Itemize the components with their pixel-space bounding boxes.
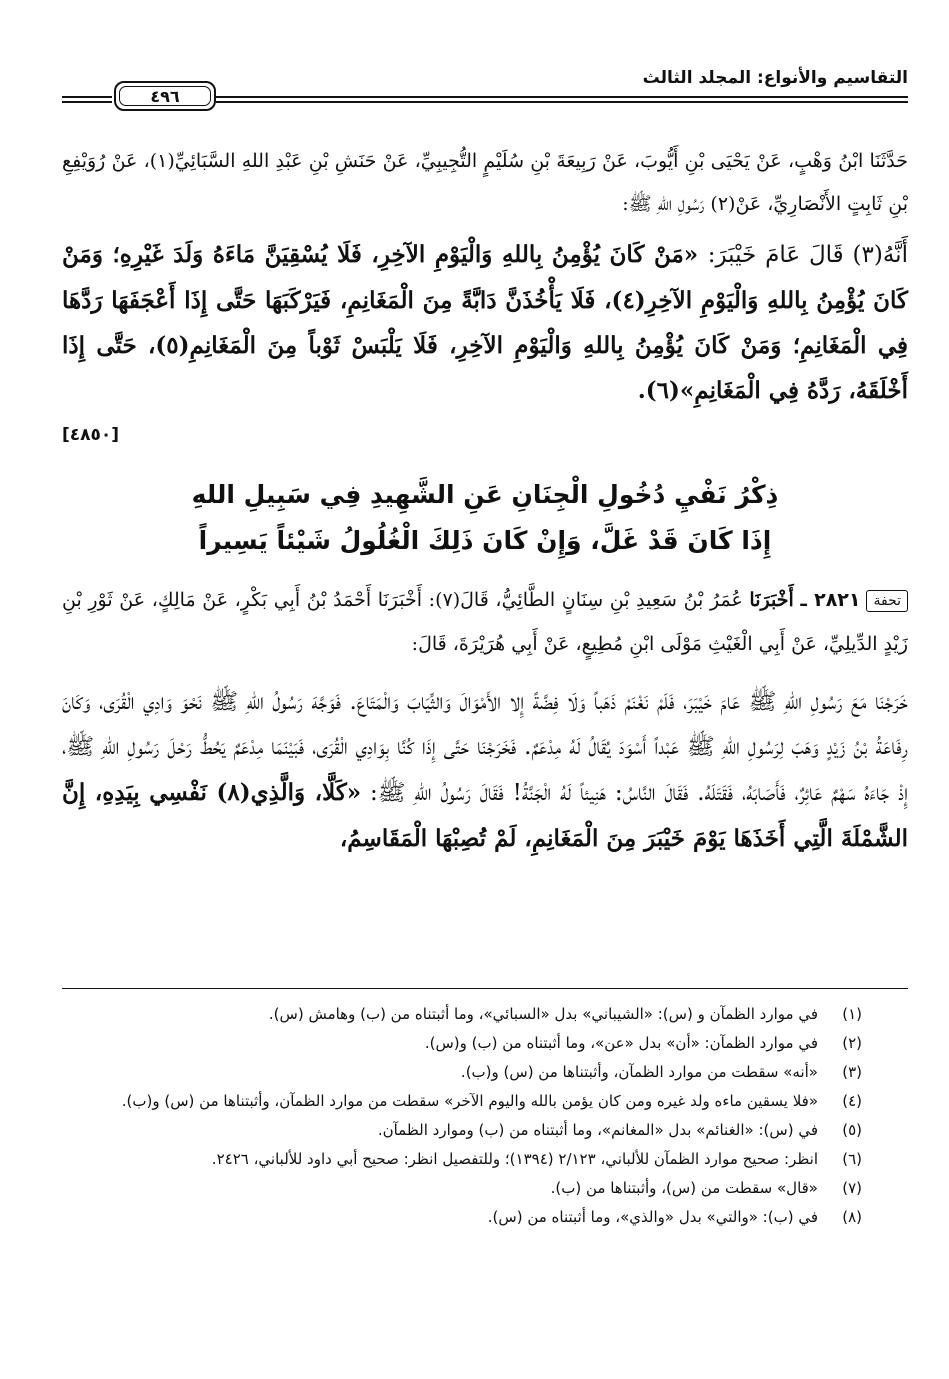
header-rule <box>216 101 908 103</box>
footnote-number: (٣) <box>842 1063 862 1081</box>
footnote <box>62 1087 862 1116</box>
header-rule <box>216 96 908 98</box>
reference-number: [٤٨٥٠] <box>62 425 120 445</box>
footnote <box>62 1145 862 1174</box>
footnote-text: «أنه» سقطت من موارد الظمآن، وأثبتناها من (س) و(ب). <box>460 1063 818 1081</box>
chapter-heading-line-2: إِذَا كَانَ قَدْ غَلَّ، وَإِنْ كَانَ ذَلِكَ الْغُلُولُ شَيْئاً يَسِيراً <box>198 526 772 555</box>
footnote-number: (٤) <box>842 1092 862 1110</box>
footnote-separator <box>62 988 908 989</box>
footnote-number: (٦) <box>842 1150 862 1168</box>
footnote-number: (٨) <box>842 1208 862 1226</box>
footnote-number: (٥) <box>842 1121 862 1139</box>
header-rule-left <box>62 101 112 103</box>
footnote-number: (١) <box>842 1005 862 1023</box>
footnote-text: انظر: صحيح موارد الظمآن للألباني، ٢/١٢٣ (١٣٩٤)؛ وللتفصيل انظر: صحيح أبي داود للألباني، ٢٤٢٦. <box>211 1150 818 1168</box>
footnote-text: في (ب): «والتي» بدل «والذي»، وما أثبتناه من (س). <box>487 1208 818 1226</box>
hadith-body: «مَنْ كَانَ يُؤْمِنُ بِاللهِ وَالْيَوْمِ الآخِرِ، فَلَا يُسْقِيَنَّ مَاءَهُ وَلَدَ غَيْرِهِ؛ وَمَنْ كَانَ يُؤْمِنُ بِاللهِ وَالْيَوْمِ الآخِرِ(٤)، فَلَا يَأْخُذَنَّ دَابَّةً مِنَ الْمَغَانِمِ، فَيَرْكَبَهَا حَتَّى إِذَا أَعْجَفَهَا رَدَّهَا فِي الْمَغَانِمِ؛ وَمَنْ كَانَ يُؤْمِنُ بِاللهِ وَالْيَوْمِ الآخِرِ، فَلَا يَلْبَسْ ثَوْباً مِنَ الْمَغَانِمِ(٥)، حَتَّى إِذَا أَخْلَقَهُ، رَدَّهُ فِي الْمَغَانِمِ»(٦). <box>62 241 909 404</box>
footnote <box>62 1029 862 1058</box>
hadith-isnad <box>62 578 908 666</box>
matn-narration: خَرَجْنَا مَعَ رَسُولِ اللهِ ﷺ عَامَ خَيْبَرَ، فَلَمْ نَغْنَمْ ذَهَباً وَلَا فِضَّةً إِلا الأَمْوَالَ وَالثِّيَابَ وَالْمَتَاعَ. فَوَجَّهَ رَسُولُ اللهِ ﷺ نَحْوَ وَادِي الْقُرَى، وَكَانَ رِفَاعَةُ بْنُ زَيْدٍ وَهَبَ لِرَسُولِ اللهِ ﷺ عَبْداً أَسْوَدَ يُقَالُ لَهُ مِدْعَمٌ. فَخَرَجْنَا حَتَّى إِذَا كُنَّا بِوَادِي الْقُرَى، فَبَيْنَمَا مِدْعَمٌ يَحُطُّ رَحْلَ رَسُولِ اللهِ ﷺ، إِذْ جَاءَهُ سَهْمٌ عَائِرٌ، فَأَصَابَهُ، فَقَتَلَهُ. فَقَالَ النَّاسُ: هَنِيئاً لَهُ الْجَنَّةُ! فَقَالَ رَسُولُ اللهِ ﷺ: <box>62 689 908 806</box>
footnote <box>62 1116 862 1145</box>
footnote-text: «فلا يسقين ماءه ولد غيره ومن كان يؤمن بالله واليوم الآخر» سقطت من موارد الظمآن، وأثبتناها من (س) و(ب). <box>121 1092 818 1110</box>
hadith-matn <box>62 680 908 862</box>
footnote <box>62 1058 862 1087</box>
footnote-text: في موارد الظمآن و (س): «الشيباني» بدل «السبائي»، وما أثبتناه من (ب) وهامش (س). <box>268 1005 818 1023</box>
footnote <box>62 1000 862 1029</box>
chapter-heading-line-1: ذِكْرُ نَفْيِ دُخُولِ الْجِنَانِ عَنِ الشَّهِيدِ فِي سَبِيلِ اللهِ <box>191 480 779 509</box>
footnotes <box>62 1000 862 1232</box>
footnote <box>62 1203 862 1232</box>
page-number-frame <box>114 81 216 111</box>
footnote <box>62 1174 862 1203</box>
prophet-words: «كَلَّا، وَالَّذِي(٨) نَفْسِي بِيَدِهِ، إِنَّ الشَّمْلَةَ الَّتِي أَخَذَهَا يَوْمَ خَيْبَرَ مِنَ الْمَغَانِمِ، لَمْ تُصِبْهَا الْمَقَاسِمُ، <box>62 779 908 852</box>
footnote-text: «قال» سقطت من (س)، وأثبتناها من (ب). <box>550 1179 818 1197</box>
running-title: التقاسيم والأنواع: المجلد الثالث <box>642 68 908 88</box>
footnote-text: في موارد الظمآن: «أن» بدل «عن»، وما أثبتناه من (ب) و(س). <box>424 1034 818 1052</box>
hadith-text <box>62 232 908 413</box>
isnad-text: عُمَرُ بْنُ سَعِيدِ بْنِ سِنَانٍ الطَّائِيُّ، قَالَ(٧): أَخْبَرَنَا أَحْمَدُ بْنُ أَبِي بَكْرٍ، عَنْ مَالِكٍ، عَنْ ثَوْرِ بْنِ زَيْدٍ الدِّيلِيِّ، عَنْ أَبِي الْغَيْثِ مَوْلَى ابْنِ مُطِيعٍ، عَنْ أَبِي هُرَيْرَةَ، قَالَ: <box>62 589 908 655</box>
header-rule-left <box>62 96 112 98</box>
akhbarana-word: أَخْبَرَنَا <box>749 589 794 611</box>
footnote-text: في (س): «الغنائم» بدل «المغانم»، وما أثبتناه من (ب) وموارد الظمآن. <box>377 1121 818 1139</box>
chapter-heading <box>62 472 908 564</box>
tuhfa-mark: تحفة <box>866 590 908 612</box>
footnote-number: (٢) <box>842 1034 862 1052</box>
hadith-number: ٢٨٢١ ـ <box>800 589 861 611</box>
page-header <box>62 66 908 110</box>
hadith-lead: أَنَّهُ(٣) قَالَ عَامَ خَيْبَرَ: <box>707 242 908 268</box>
intro-isnad: حَدَّثَنَا ابْنُ وَهْبٍ، عَنْ يَحْيَى بْنِ أَيُّوبَ، عَنْ رَبِيعَةَ بْنِ سُلَيْمٍ التُّجِيبِيِّ، عَنْ حَنَشِ بْنِ عَبْدِ اللهِ السَّبَائِيِّ(١)، عَنْ رُوَيْفِعِ بْنِ ثَابِتٍ الأَنْصَارِيِّ، عَنْ(٢) رَسُولِ اللهِ ﷺ: <box>62 150 908 215</box>
page-number: ٤٩٦ <box>119 86 211 106</box>
footnote-number: (٧) <box>842 1179 862 1197</box>
